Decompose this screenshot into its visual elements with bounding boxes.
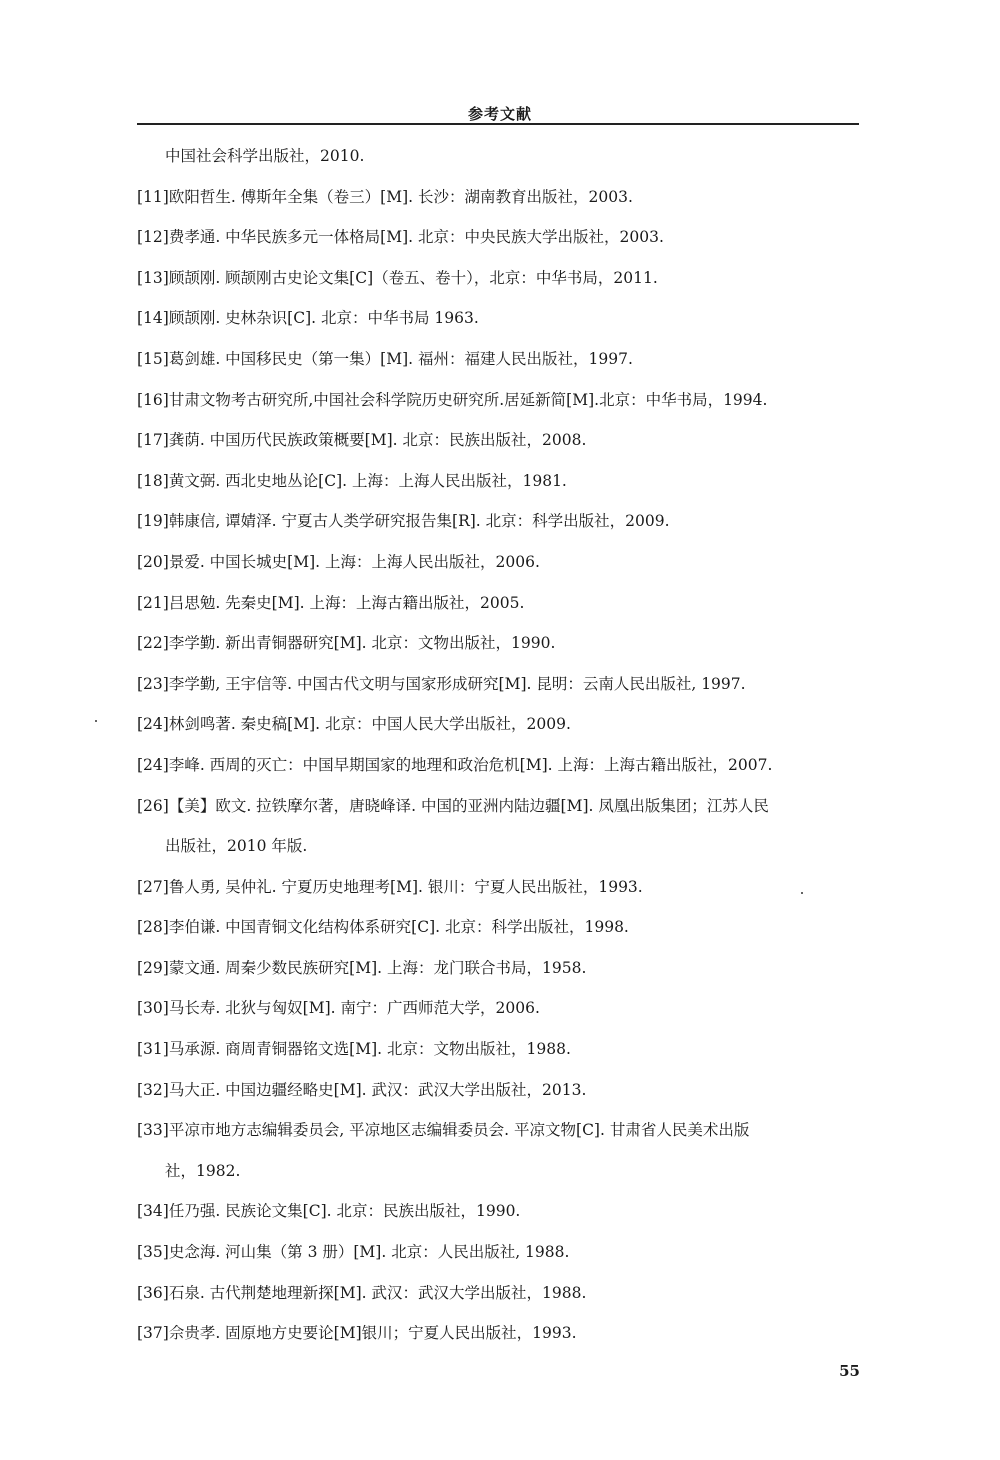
reference-36: [36]石泉. 古代荆楚地理新探[M]. 武汉：武汉大学出版社，1988. — [137, 1283, 587, 1302]
reference-33-continuation: 社，1982. — [165, 1161, 241, 1180]
reference-13: [13]顾颉刚. 顾颉刚古史论文集[C]（卷五、卷十），北京：中华书局，2011. — [137, 268, 658, 287]
reference-list — [137, 136, 859, 1354]
reference-12: [12]费孝通. 中华民族多元一体格局[M]. 北京：中央民族大学出版社，2003. — [137, 228, 664, 247]
reference-24b: [24]李峰. 西周的灭亡：中国早期国家的地理和政治危机[M]. 上海：上海古籍出版社，2007. — [137, 755, 773, 774]
reference-35: [35]史念海. 河山集（第 3 册）[M]. 北京：人民出版社, 1988. — [137, 1243, 570, 1262]
reference-23: [23]李学勤, 王宇信等. 中国古代文明与国家形成研究[M]. 昆明：云南人民出版社, 1997. — [137, 674, 746, 693]
reference-15: [15]葛剑雄. 中国移民史（第一集）[M]. 福州：福建人民出版社，1997. — [137, 349, 633, 368]
reference-21: [21]吕思勉. 先秦史[M]. 上海：上海古籍出版社，2005. — [137, 593, 525, 612]
reference-37: [37]佘贵孝. 固原地方史要论[M]银川；宁夏人民出版社，1993. — [137, 1324, 577, 1343]
reference-34: [34]任乃强. 民族论文集[C]. 北京：民族出版社，1990. — [137, 1202, 521, 1221]
reference-29: [29]蒙文通. 周秦少数民族研究[M]. 上海：龙门联合书局，1958. — [137, 958, 587, 977]
reference-continuation: 中国社会科学出版社，2010. — [165, 147, 365, 165]
header-rule — [137, 123, 859, 125]
page-number: 55 — [839, 1362, 860, 1380]
running-header: 参考文献 — [467, 105, 532, 123]
reference-28: [28]李伯谦. 中国青铜文化结构体系研究[C]. 北京：科学出版社，1998. — [137, 918, 629, 937]
reference-14: [14]顾颉刚. 史林杂识[C]. 北京：中华书局 1963. — [137, 309, 479, 328]
scan-speck — [801, 892, 803, 894]
reference-26: [26]【美】欧文. 拉铁摩尔著，唐晓峰译. 中国的亚洲内陆边疆[M]. 凤凰出版集团；江苏人民 — [137, 796, 769, 815]
reference-24a: [24]林剑鸣著. 秦史稿[M]. 北京：中国人民大学出版社，2009. — [137, 715, 571, 734]
scan-speck — [95, 720, 97, 722]
reference-33: [33]平凉市地方志编辑委员会, 平凉地区志编辑委员会. 平凉文物[C]. 甘肃省人民美术出版 — [137, 1121, 750, 1140]
reference-11: [11]欧阳哲生. 傅斯年全集（卷三）[M]. 长沙：湖南教育出版社，2003. — [137, 187, 633, 206]
reference-26-continuation: 出版社，2010 年版. — [165, 837, 308, 856]
reference-20: [20]景爱. 中国长城史[M]. 上海：上海人民出版社，2006. — [137, 552, 540, 571]
reference-32: [32]马大正. 中国边疆经略史[M]. 武汉：武汉大学出版社，2013. — [137, 1080, 587, 1099]
reference-30: [30]马长寿. 北狄与匈奴[M]. 南宁：广西师范大学，2006. — [137, 999, 540, 1018]
reference-31: [31]马承源. 商周青铜器铭文选[M]. 北京：文物出版社，1988. — [137, 1040, 571, 1059]
reference-16: [16]甘肃文物考古研究所,中国社会科学院历史研究所.居延新简[M].北京：中华书局，1994. — [137, 390, 768, 409]
reference-18: [18]黄文弼. 西北史地丛论[C]. 上海：上海人民出版社，1981. — [137, 471, 567, 490]
reference-22: [22]李学勤. 新出青铜器研究[M]. 北京：文物出版社，1990. — [137, 634, 556, 653]
reference-27: [27]鲁人勇, 吴仲礼. 宁夏历史地理考[M]. 银川：宁夏人民出版社，1993. — [137, 877, 643, 896]
reference-19: [19]韩康信, 谭婧泽. 宁夏古人类学研究报告集[R]. 北京：科学出版社，2009. — [137, 512, 670, 531]
reference-17: [17]龚荫. 中国历代民族政策概要[M]. 北京：民族出版社，2008. — [137, 431, 587, 450]
